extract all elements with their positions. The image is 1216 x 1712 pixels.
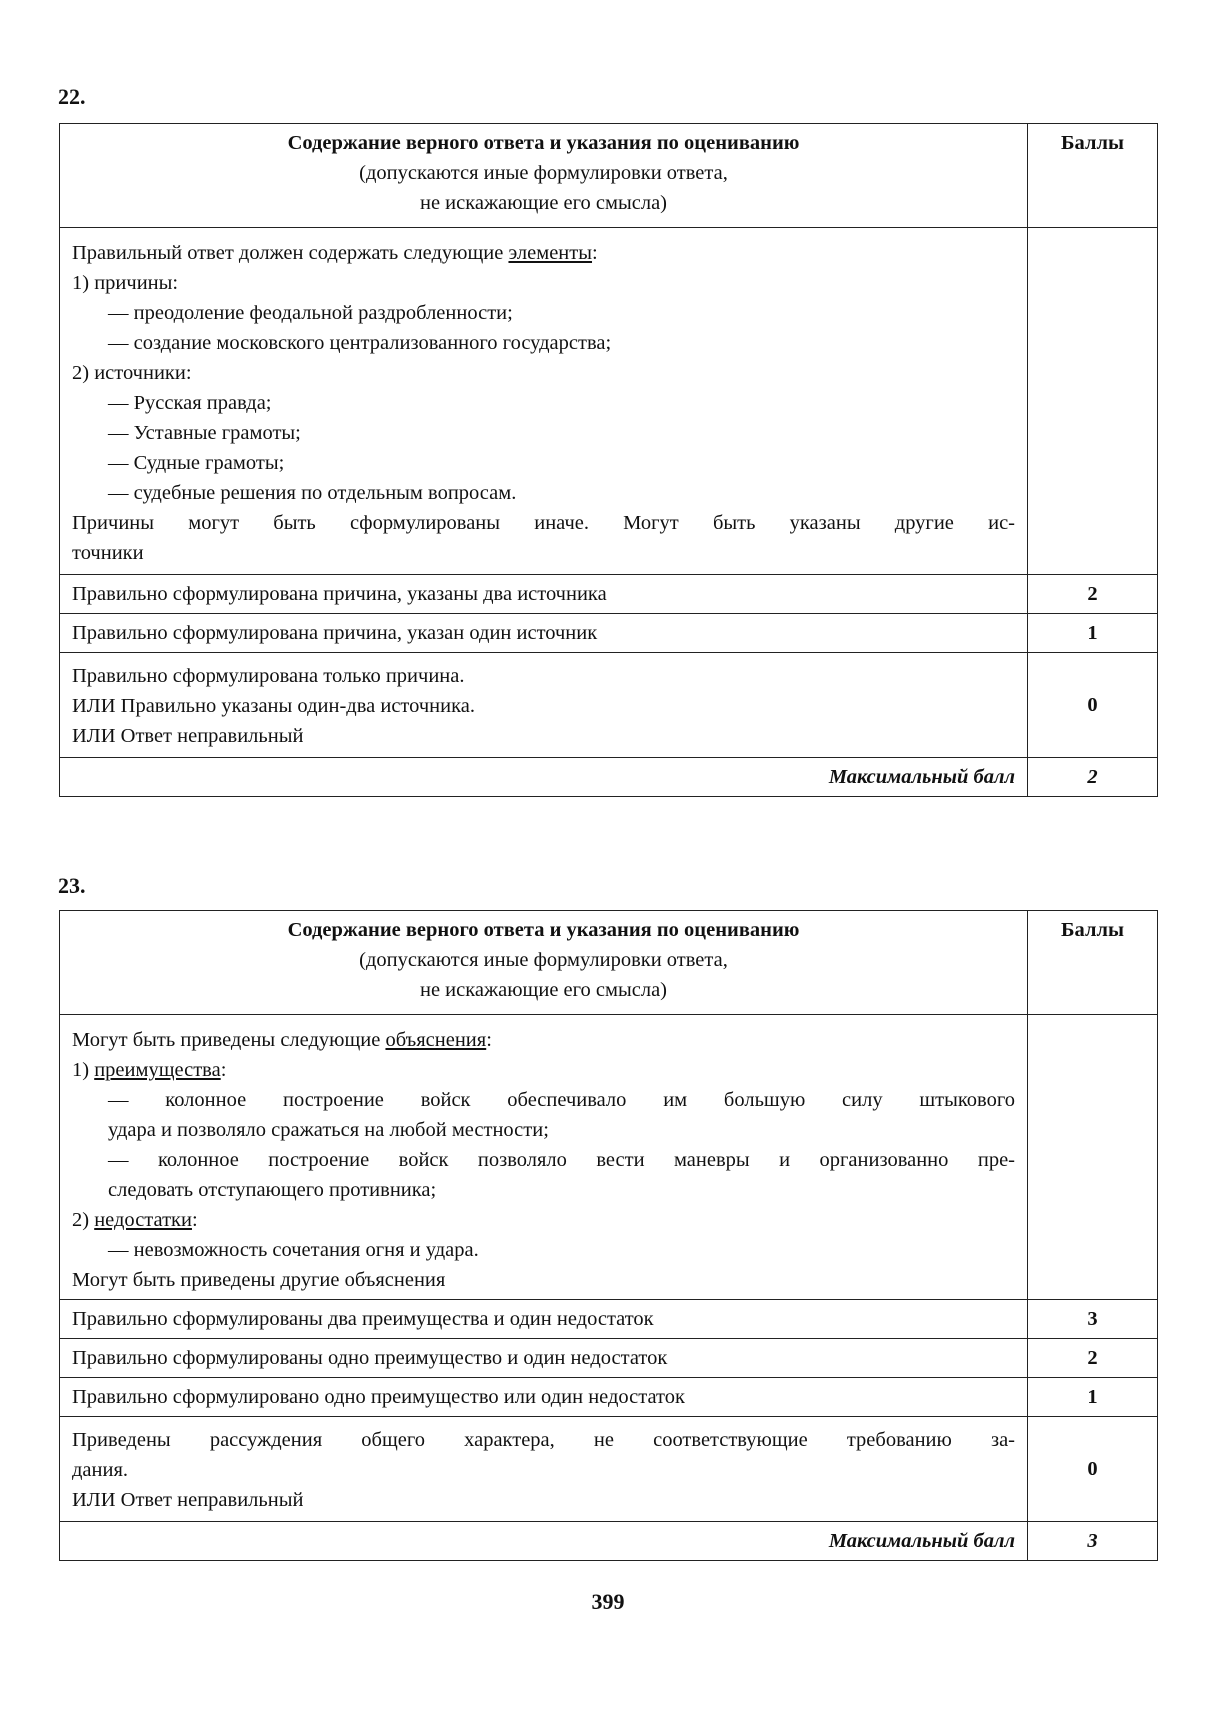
header-subtitle-2: не искажающие его смысла) — [419, 979, 668, 1001]
criterion-text: Правильно сформулирована причина, указаны два источника — [60, 575, 1028, 614]
list-item: — Русская правда; — [108, 392, 272, 414]
answer-points-empty — [1028, 228, 1158, 575]
answer-content — [60, 228, 1028, 575]
criterion-text: Правильно сформулировано одно преимущество или один недостаток — [60, 1378, 1028, 1417]
criterion-text: Правильно сформулирована причина, указан один источник — [60, 614, 1028, 653]
list-item: — колонное построение войск позволяло вести маневры и организованно пре- — [108, 1149, 1015, 1171]
header-title: Содержание верного ответа и указания по оцениванию — [287, 919, 800, 941]
criterion-score: 1 — [1028, 1378, 1158, 1417]
list-item-cont: удара и позволяло сражаться на любой местности; — [108, 1119, 549, 1141]
header-subtitle-2: не искажающие его смысла) — [419, 192, 668, 214]
criterion-line: ИЛИ Ответ неправильный — [72, 1489, 304, 1511]
criterion-score: 3 — [1028, 1300, 1158, 1339]
header-content-cell — [60, 124, 1028, 228]
criterion-row — [60, 614, 1158, 653]
list-item: — невозможность сочетания огня и удара. — [108, 1239, 479, 1261]
max-score-row — [60, 758, 1158, 797]
max-score-row — [60, 1522, 1158, 1561]
criterion-row — [60, 1339, 1158, 1378]
intro-line: Правильный ответ должен содержать следующие элементы: — [72, 242, 598, 264]
note-line-2: точники — [72, 542, 144, 564]
list-item: — Судные грамоты; — [108, 452, 285, 474]
max-score-value: 3 — [1028, 1522, 1158, 1561]
answer-content-row — [60, 1015, 1158, 1300]
criterion-score: 0 — [1028, 653, 1158, 758]
max-score-value: 2 — [1028, 758, 1158, 797]
criterion-row — [60, 575, 1158, 614]
criterion-score: 2 — [1028, 1339, 1158, 1378]
criterion-line: ИЛИ Правильно указаны один-два источника. — [72, 695, 475, 717]
point-1: 1) причины: — [72, 272, 179, 294]
list-item: — Уставные грамоты; — [108, 422, 301, 444]
max-score-label: Максимальный балл — [60, 758, 1028, 797]
note-line: Причины могут быть сформулированы иначе. Могут быть указаны другие ис- — [72, 512, 1015, 534]
criterion-text — [60, 1417, 1028, 1522]
list-item: — колонное построение войск обеспечивало им большую силу штыкового — [108, 1089, 1015, 1111]
header-points: Баллы — [1028, 911, 1158, 1015]
answer-content-row — [60, 228, 1158, 575]
note-line: Могут быть приведены другие объяснения — [72, 1269, 446, 1291]
criterion-text: Правильно сформулированы два преимущества и один недостаток — [60, 1300, 1028, 1339]
criterion-row — [60, 1300, 1158, 1339]
page-number: 399 — [591, 1589, 625, 1614]
max-score-label: Максимальный балл — [60, 1522, 1028, 1561]
list-item: — судебные решения по отдельным вопросам. — [108, 482, 517, 504]
criterion-score: 2 — [1028, 575, 1158, 614]
table-header — [60, 911, 1158, 1015]
header-content-cell — [60, 911, 1028, 1015]
answer-points-empty — [1028, 1015, 1158, 1300]
criterion-score: 1 — [1028, 614, 1158, 653]
table-header — [60, 124, 1158, 228]
rubric-table-22 — [59, 123, 1158, 797]
intro-line: Могут быть приведены следующие объяснения: — [72, 1029, 492, 1051]
criterion-text — [60, 653, 1028, 758]
question-number: 22. — [58, 84, 86, 109]
criterion-text: Правильно сформулированы одно преимущество и один недостаток — [60, 1339, 1028, 1378]
criterion-row — [60, 1378, 1158, 1417]
criterion-line: дания. — [72, 1459, 129, 1481]
question-number: 23. — [58, 873, 86, 898]
criterion-score: 0 — [1028, 1417, 1158, 1522]
criterion-line: ИЛИ Ответ неправильный — [72, 725, 304, 747]
header-points: Баллы — [1028, 124, 1158, 228]
header-subtitle: (допускаются иные формулировки ответа, — [359, 162, 728, 184]
answer-content — [60, 1015, 1028, 1300]
criterion-line: Правильно сформулирована только причина. — [72, 665, 465, 687]
point-2: 2) недостатки: — [72, 1209, 198, 1231]
criterion-row-zero — [60, 653, 1158, 758]
list-item: — преодоление феодальной раздробленности; — [108, 302, 513, 324]
point-1: 1) преимущества: — [72, 1059, 227, 1081]
header-subtitle: (допускаются иные формулировки ответа, — [359, 949, 728, 971]
criterion-line: Приведены рассуждения общего характера, не соответствующие требованию за- — [72, 1429, 1015, 1451]
header-title: Содержание верного ответа и указания по оцениванию — [287, 132, 800, 154]
list-item-cont: следовать отступающего противника; — [108, 1179, 437, 1201]
criterion-row-zero — [60, 1417, 1158, 1522]
rubric-table-23 — [59, 910, 1158, 1561]
point-2: 2) источники: — [72, 362, 192, 384]
list-item: — создание московского централизованного государства; — [108, 332, 612, 354]
